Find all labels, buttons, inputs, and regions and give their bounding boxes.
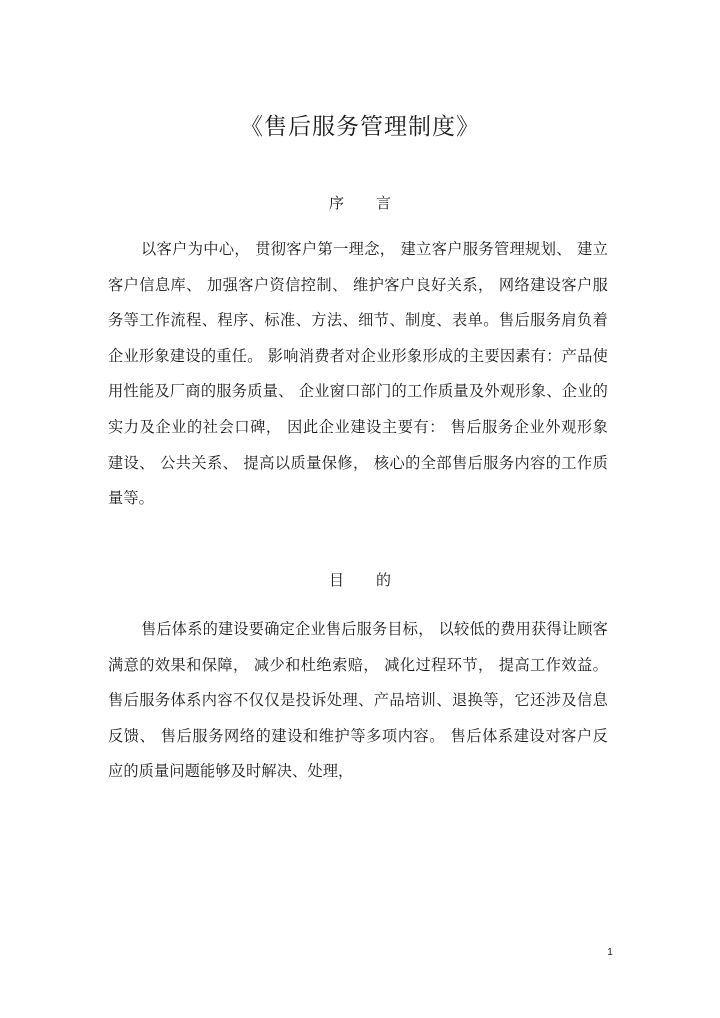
heading-char: 的 <box>376 571 392 589</box>
page-number: 1 <box>607 947 613 958</box>
purpose-paragraph: 售后体系的建设要确定企业售后服务目标， 以较低的费用获得让顾客满意的效果和保障， 减少和杜绝索赔， 减化过程环节， 提高工作效益。售后服务体系内容不仅仅是投诉处理、产品培训、退换等，它还涉及信息反馈、 售后服务网络的建设和维护等多项内容。 售后体系建设对客户反应的质量问题能够及时解决、处理， <box>108 620 608 781</box>
section-heading-preface <box>0 192 720 213</box>
heading-char: 目 <box>328 571 344 589</box>
heading-char: 序 <box>328 194 344 212</box>
section-heading-purpose <box>0 569 720 590</box>
document-title: 《售后服务管理制度》 <box>240 114 480 140</box>
preface-paragraph: 以客户为中心， 贯彻客户第一理念， 建立客户服务管理规划、 建立客户信息库、 加强客户资信控制、 维护客户良好关系， 网络建设客户服务等工作流程、程序、标准、方法、细节、制度、表单。售后服务肩负着企业形象建设的重任。 影响消费者对企业形象形成的主要因素有：产品使用性能及厂商的服务质量、 企业窗口部门的工作质量及外观形象、企业的实力及企业的社会口碑， 因此企业建设主要有： 售后服务企业外观形象建设、 公共关系、 提高以质量保修， 核心的全部售后服务内容的工作质量等。 <box>108 240 608 508</box>
heading-char: 言 <box>376 194 392 212</box>
